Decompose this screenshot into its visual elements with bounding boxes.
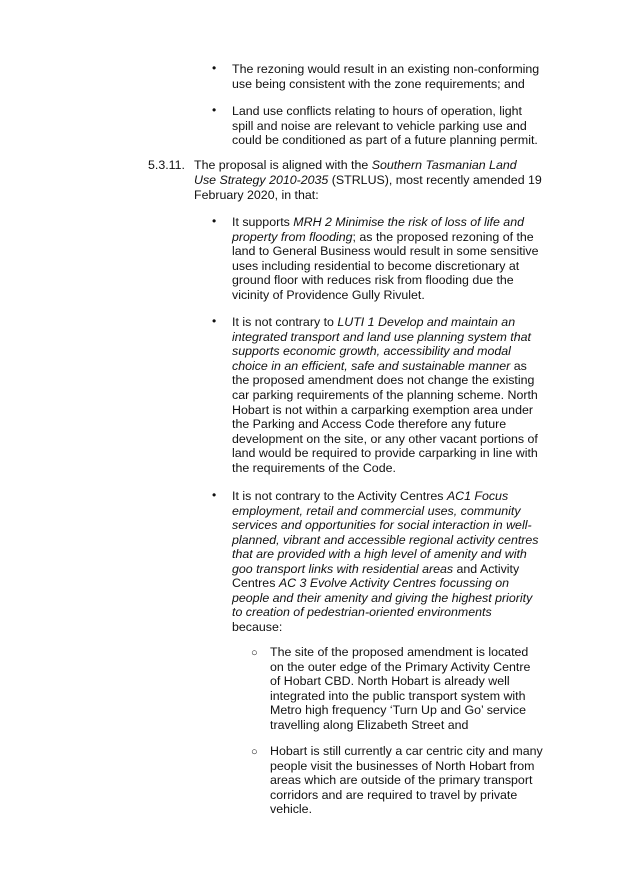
text-line <box>232 518 532 533</box>
text-line <box>232 344 511 359</box>
italic-span: MRH 2 Minimise the risk of loss of life and <box>293 215 524 229</box>
text-line: spill and noise are relevant to vehicle parking use and <box>232 119 527 133</box>
bullet-marker: • <box>212 103 217 117</box>
italic-span: property from flooding <box>232 230 353 244</box>
text-line <box>232 533 539 548</box>
section-number: 5.3.11. <box>148 158 185 172</box>
italic-span: goo transport links with residential areas <box>232 562 454 576</box>
italic-span: AC1 Focus <box>446 489 509 503</box>
italic-span: supports economic growth, accessibility and modal <box>232 344 511 358</box>
text-line: on the outer edge of the Primary Activity Centre <box>270 660 531 674</box>
text-line <box>232 230 534 245</box>
text-line: vicinity of Providence Gully Rivulet. <box>232 288 425 302</box>
italic-span: planned, vibrant and accessible regional activity centres <box>232 533 539 547</box>
text-line: car parking requirements of the planning scheme. North <box>232 388 538 402</box>
text-line: ground floor with reduces risk from flooding due the <box>232 273 514 287</box>
text-span: It is not contrary to the Activity Centres <box>232 489 447 503</box>
text-line: the proposed amendment does not change the existing <box>232 373 535 387</box>
text-line <box>232 576 509 591</box>
text-line: vehicle. <box>270 802 313 816</box>
bullet-marker: • <box>212 61 217 75</box>
text-line: of Hobart CBD. North Hobart is already well <box>270 674 510 688</box>
bullet-marker: • <box>212 314 217 328</box>
text-line: development on the site, or any other vacant portions of <box>232 432 538 446</box>
italic-span: Southern Tasmanian Land <box>371 158 517 172</box>
text-line <box>232 547 527 562</box>
text-line <box>232 359 527 374</box>
text-line: corridors and are required to travel by private <box>270 788 518 802</box>
text-line: Metro high frequency ‘Turn Up and Go’ service <box>270 703 526 717</box>
text-line: Hobart is not within a carparking exemption area under <box>232 403 533 417</box>
text-span: ; as the proposed rezoning of the <box>352 230 534 244</box>
text-line: areas which are outside of the primary transport <box>270 773 533 787</box>
text-line <box>232 330 531 345</box>
text-line: The rezoning would result in an existing non-conforming <box>232 62 540 76</box>
text-line <box>232 504 521 519</box>
italic-span: choice in an efficient, safe and sustainable manner <box>232 359 511 373</box>
italic-span: employment, retail and commercial uses, community <box>232 504 521 518</box>
text-line <box>232 489 508 504</box>
text-line <box>194 158 517 173</box>
text-line <box>232 562 519 577</box>
text-line: travelling along Elizabeth Street and <box>270 718 469 732</box>
text-line: The site of the proposed amendment is located <box>270 645 529 659</box>
text-line <box>194 173 542 188</box>
italic-span: Use Strategy 2010-2035 <box>194 173 329 187</box>
text-line: Land use conflicts relating to hours of operation, light <box>232 104 522 118</box>
text-line: people visit the businesses of North Hobart from <box>270 759 535 773</box>
text-span: It supports <box>232 215 294 229</box>
italic-span: LUTI 1 Develop and maintain an <box>337 315 516 329</box>
text-span: as <box>510 359 527 373</box>
bullet-marker: • <box>212 488 217 502</box>
text-line <box>232 215 524 230</box>
text-line: use being consistent with the zone requirements; and <box>232 77 525 91</box>
bullet-marker: • <box>212 214 217 228</box>
text-line: uses including residential to become discretionary at <box>232 259 520 273</box>
text-line <box>232 591 532 606</box>
italic-span: people and their amenity and giving the highest priority <box>232 591 533 605</box>
text-line <box>232 315 515 330</box>
sub-bullet-marker: ○ <box>251 647 258 659</box>
text-line: Hobart is still currently a car centric city and many <box>270 744 543 758</box>
italic-span: that are provided with a high level of amenity and with <box>232 547 527 561</box>
text-line <box>232 605 492 620</box>
text-line: because: <box>232 620 283 634</box>
text-span: It is not contrary to <box>232 315 338 329</box>
italic-span: to creation of pedestrian-oriented environments <box>232 605 492 619</box>
italic-span: services and opportunities for social interaction in well- <box>232 518 532 532</box>
text-line: integrated into the public transport system with <box>270 689 526 703</box>
text-line: the requirements of the Code. <box>232 461 396 475</box>
text-span: (STRLUS), most recently amended 19 <box>328 173 542 187</box>
text-span: Centres <box>232 576 279 590</box>
text-line: the Parking and Access Code therefore any future <box>232 417 507 431</box>
text-line: February 2020, in that: <box>194 188 319 202</box>
text-line: land to General Business would result in some sensitive <box>232 244 539 258</box>
text-span: The proposal is aligned with the <box>194 158 372 172</box>
text-line: land would be required to provide carparking in line with <box>232 446 538 460</box>
text-line: could be conditioned as part of a future planning permit. <box>232 133 538 147</box>
text-span: and Activity <box>453 562 520 576</box>
sub-bullet-marker: ○ <box>251 746 258 758</box>
italic-span: AC 3 Evolve Activity Centres focussing on <box>278 576 510 590</box>
italic-span: integrated transport and land use planning system that <box>232 330 531 344</box>
